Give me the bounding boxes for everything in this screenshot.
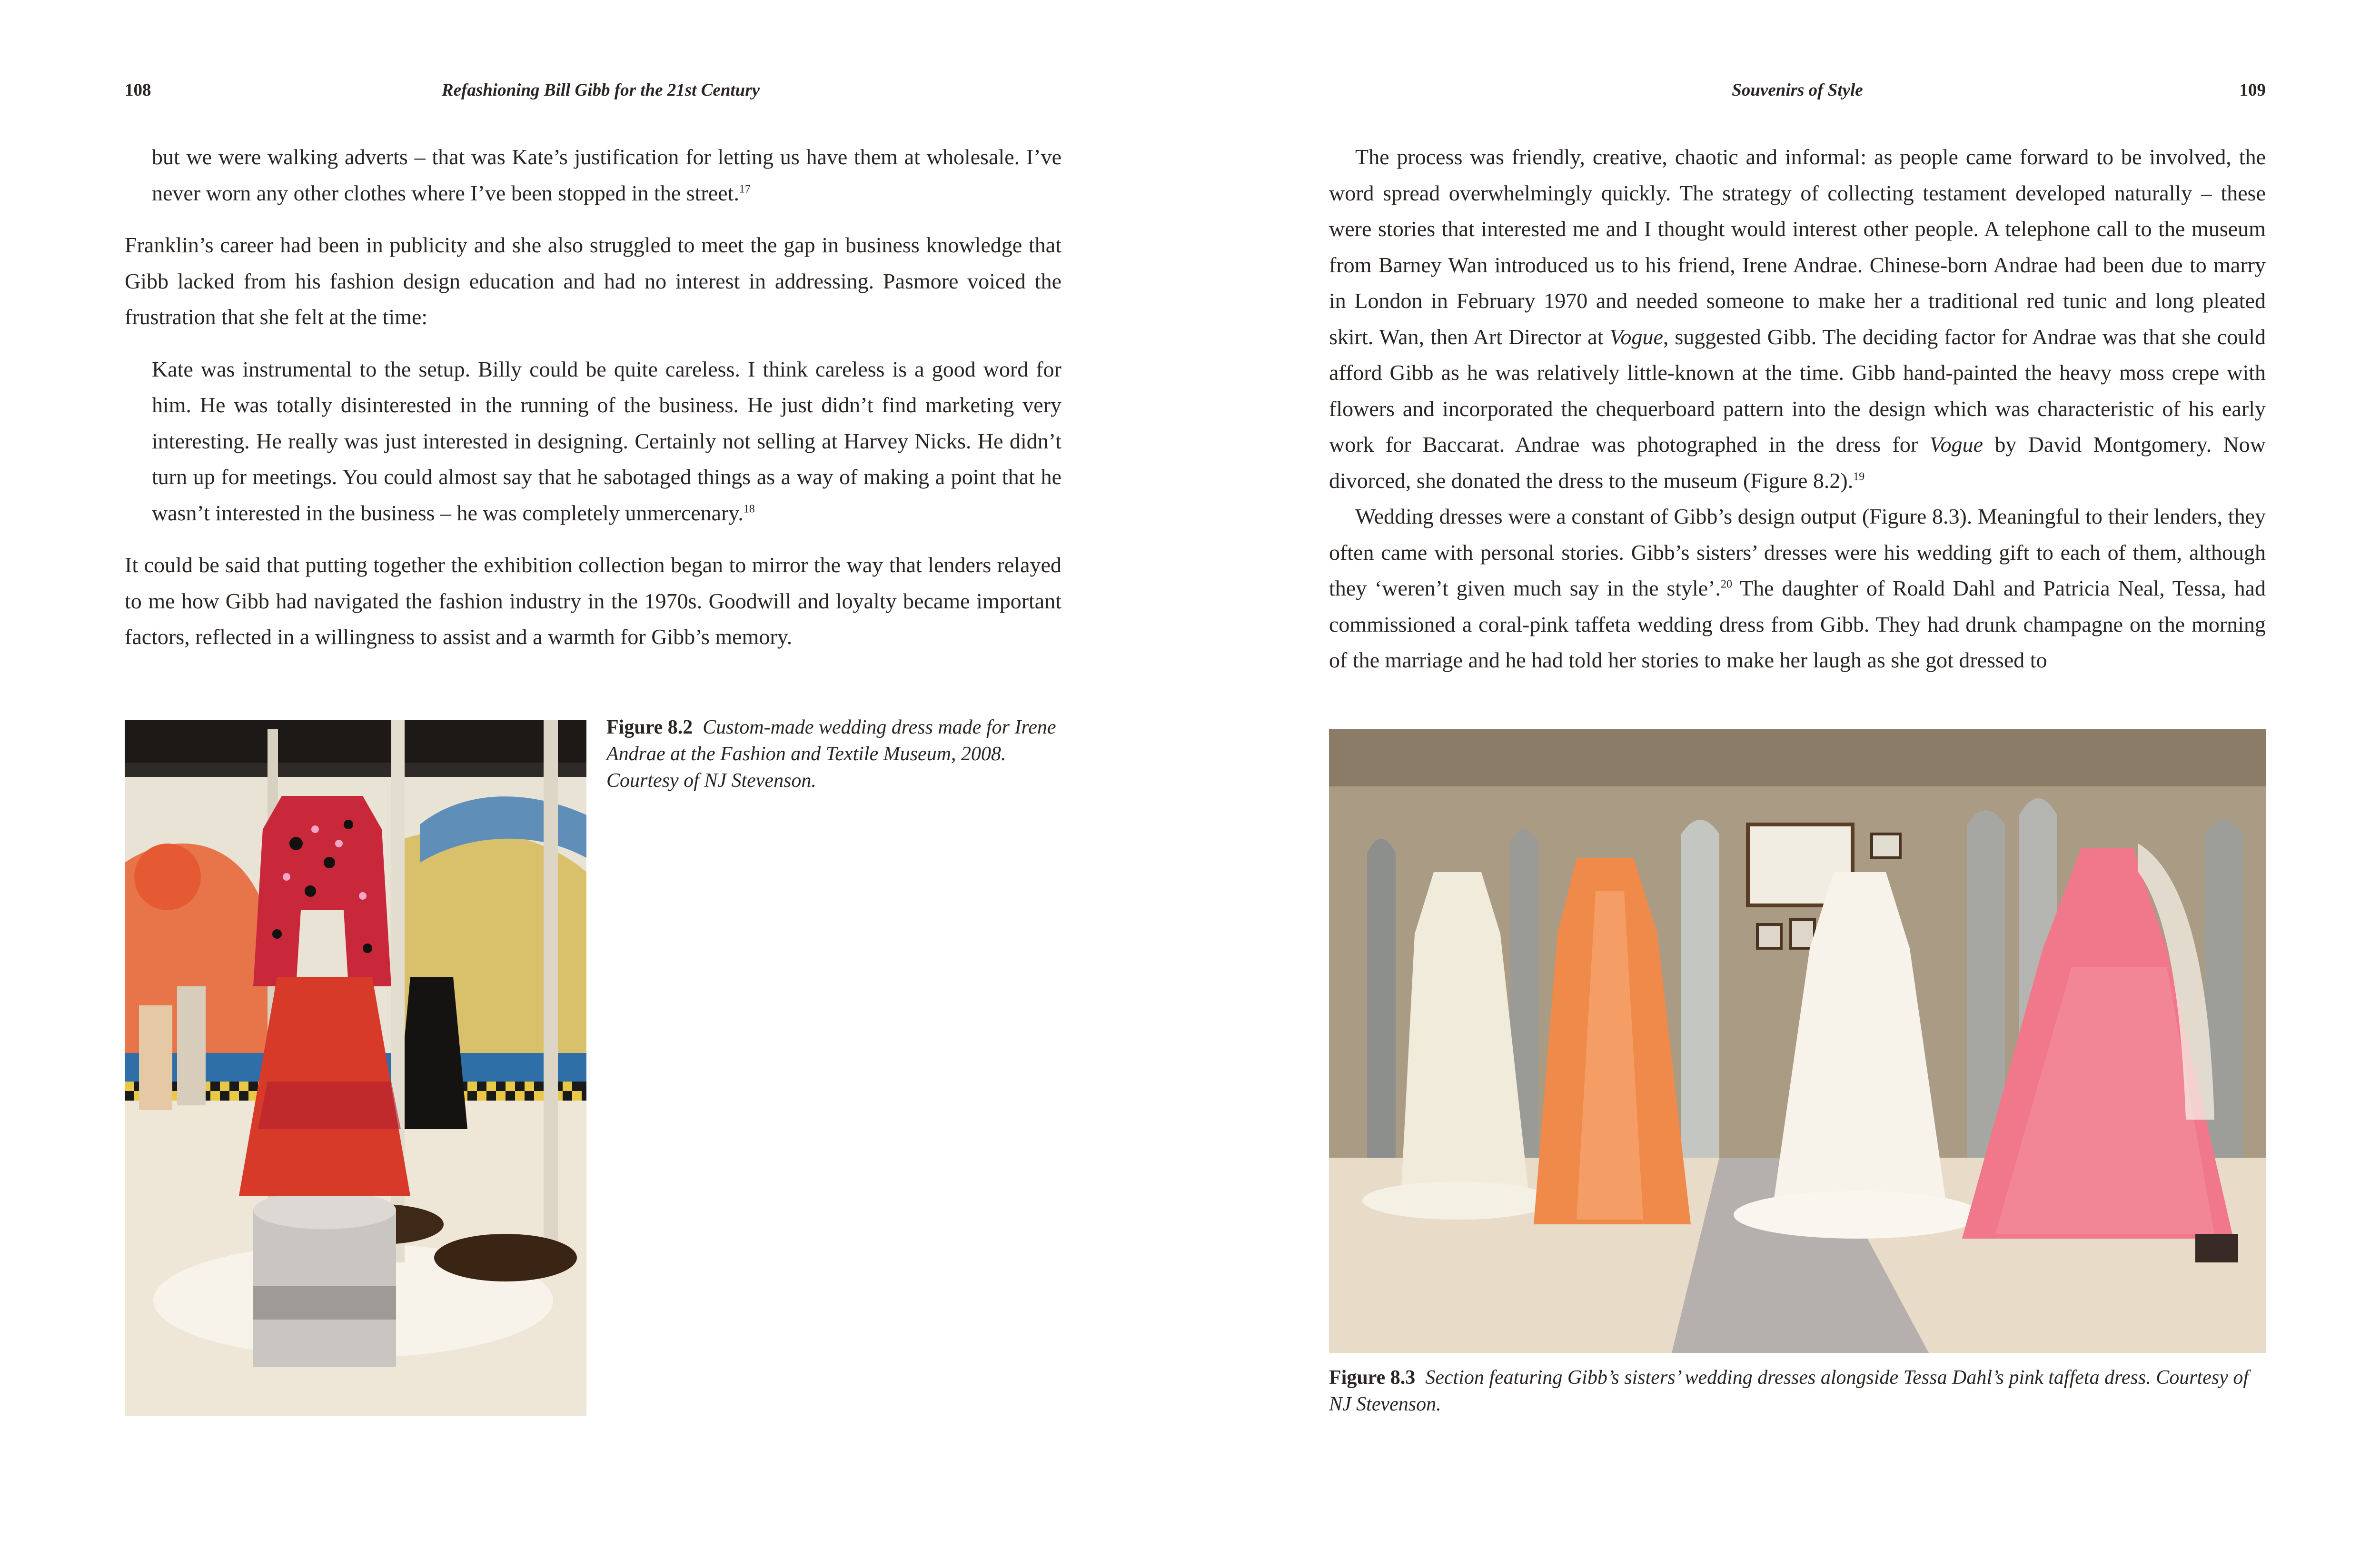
text-run: by David Montgomery. Now divorced, she donated the dress to the museum (Figure 8.2). [1329,432,2266,493]
text-run: Wedding dresses were a constant of Gibb’s design output (Figure 8.3). Meaningful to their lenders, they often came with personal stories. Gibb’s sisters’ dresses were his wedding gift to each of them, although they ‘weren’t given much say in the style’. [1329,504,2266,600]
figure-caption-text: Section featuring Gibb’s sisters’ wedding dresses alongside Tessa Dahl’s pink taffeta dress. Courtesy of NJ Stevenson. [1329,1367,2249,1415]
footnote-ref: 17 [739,183,751,196]
quote-text: but we were walking adverts – that was Kate’s justification for letting us have them at wholesale. I’ve never worn any other clothes where I’ve been stopped in the street. [152,145,1061,205]
left-body-text [125,139,1061,655]
wedding-dresses-photo [1329,729,2266,1353]
text-run: , suggested Gibb. The deciding factor for Andrae was that she could afford Gibb as he was relatively little-known at the time. Gibb hand-painted the heavy moss crepe with flowers and incorporated the chequerboard pattern into the design which was characteristic of his early work for Baccarat. Andrae was photographed in the dress for [1329,324,2266,457]
figure-caption-text: Custom-made wedding dress made for Irene Andrae at the Fashion and Textile Museum, 2008. Courtesy of NJ Stevenson. [606,716,1056,792]
footnote-ref: 19 [1853,470,1865,483]
running-title: Souvenirs of Style [1732,80,1863,100]
figure-label: Figure 8.3 [1329,1367,1416,1389]
page-number: 109 [2239,80,2266,100]
text-run: The daughter of Roald Dahl and Patricia Neal, Tessa, had commissioned a coral-pink taffeta wedding dress from Gibb. They had drunk champagne on the morning of the marriage and he had told her stories to make her laugh as she got dressed to [1329,576,2266,672]
right-body-text [1329,139,2266,678]
block-quote [125,351,1061,531]
paragraph: It could be said that putting together the exhibition collection began to mirror the way that lenders relayed to me how Gibb had navigated the fashion industry in the 1970s. Goodwill and loyalty became important factors, reflected in a willingness to assist and a warmth for Gibb’s memory. [125,553,1061,649]
footnote-ref: 20 [1721,578,1733,591]
figure-8-2-caption [606,714,1063,794]
figure-8-2-photo [125,720,586,1416]
text-run: The process was friendly, creative, chaotic and informal: as people came forward to be involved, the word spread overwhelmingly quickly. The strategy of collecting testament developed naturally – these were stories that interested me and I thought would interest other people. A telephone call to the museum from Barney Wan introduced us to his friend, Irene Andrae. Chinese-born Andrae had been due to marry in London in February 1970 and needed someone to make her a traditional red tunic and long pleated skirt. Wan, then Art Director at [1329,145,2266,349]
paragraph [1329,139,2266,498]
footnote-ref: 18 [743,503,755,516]
exhibition-photo [125,720,586,1416]
figure-8-3-caption [1329,1364,2266,1418]
paragraph [1329,498,2266,678]
running-title: Refashioning Bill Gibb for the 21st Century [441,80,760,100]
italic-title: Vogue [1929,432,1983,457]
figure-8-3-photo [1329,729,2266,1353]
paragraph: Franklin’s career had been in publicity and she also struggled to meet the gap in business knowledge that Gibb lacked from his fashion design education and had no interest in addressing. Pasmore voiced the frustration that she felt at the time: [125,233,1061,329]
block-quote [125,139,1061,211]
italic-title: Vogue [1609,324,1663,349]
page-number: 108 [125,80,151,100]
quote-text: Kate was instrumental to the setup. Billy could be quite careless. I think careless is a good word for him. He was totally disinterested in the running of the business. He just didn’t find marketing very interesting. He really was just interested in designing. Certainly not selling at Harvey Nicks. He didn’t turn up for meetings. You could almost say that he sabotaged things as a way of making a point that he wasn’t interested in the business – he was completely unmercenary. [152,357,1061,525]
figure-label: Figure 8.2 [606,716,693,738]
right-page [1190,0,2380,1549]
